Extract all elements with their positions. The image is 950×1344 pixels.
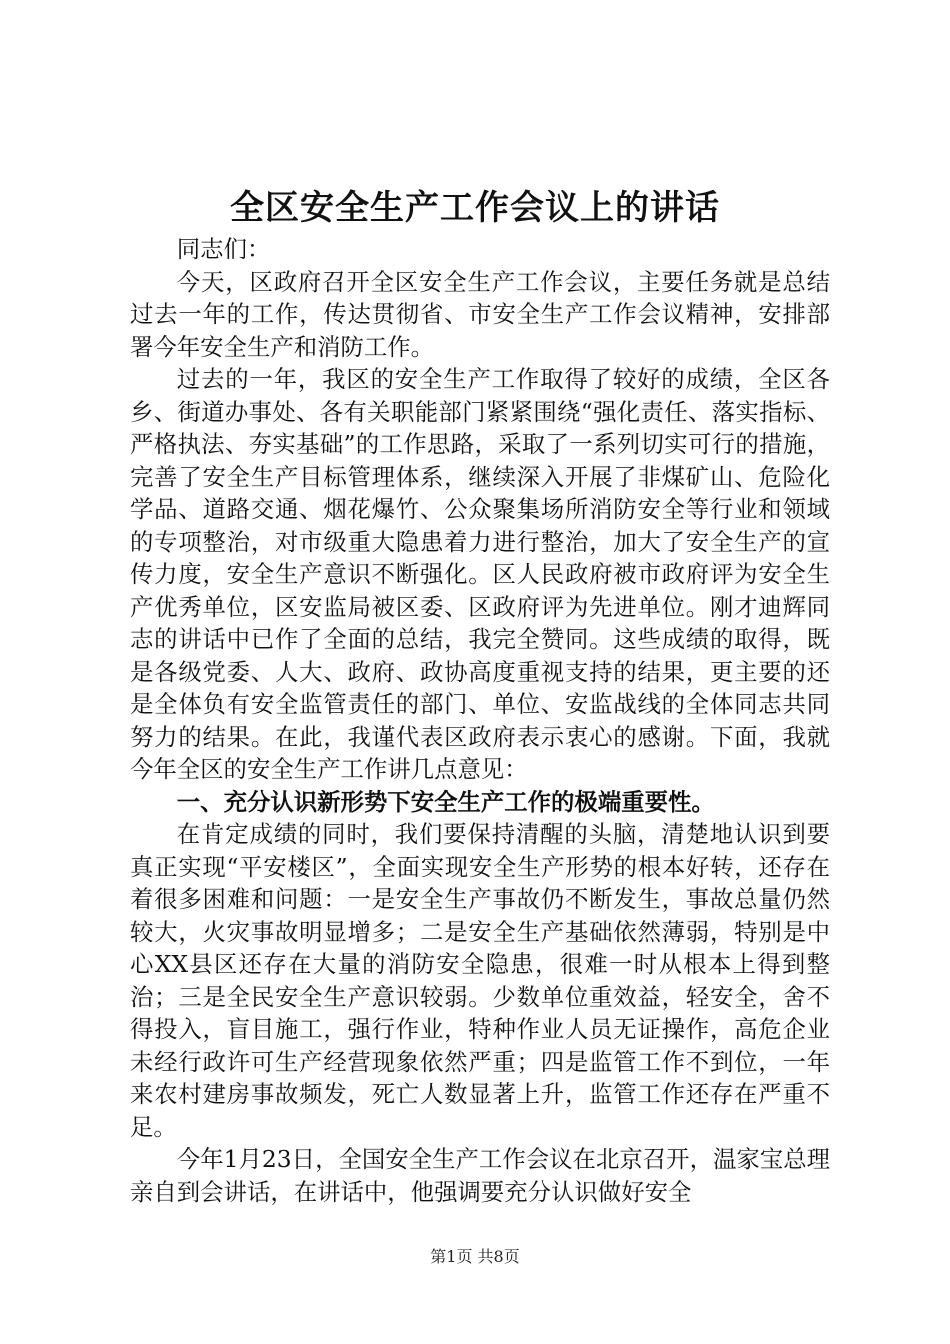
paragraph-problems: 在肯定成绩的同时，我们要保持清醒的头脑，清楚地认识到要真正实现“平安楼区”，全面实现安全生产形势的根本好转，还存在着很多困难和问题：一是安全生产事故仍不断发生，事故总量仍然较大，火灾事故明显增多；二是安全生产基础依然薄弱，特别是中心XX县区还存在大量的消防安全隐患，很难一时从根本上得到整治；三是全民安全生产意识较弱。少数单位重效益，轻安全，舍不得投入，盲目施工，强行作业，特种作业人员无证操作，高危企业未经行政许可生产经营现象依然严重；四是监管工作不到位，一年来农村建房事故频发，死亡人数显著上升，监管工作还存在严重不足。 — [130, 820, 830, 1141]
page-footer: 第1页 共8页 — [430, 1247, 520, 1266]
section-heading: 一、充分认识新形势下安全生产工作的极端重要性。 — [176, 787, 715, 816]
paragraph-intro: 今天，区政府召开全区安全生产工作会议，主要任务就是总结过去一年的工作，传达贯彻省、市安全生产工作会议精神，安排部署今年安全生产和消防工作。 — [130, 267, 830, 361]
paragraph-review: 过去的一年，我区的安全生产工作取得了较好的成绩，全区各乡、街道办事处、各有关职能部门紧紧围绕“强化责任、落实指标、严格执法、夯实基础”的工作思路，采取了一系列切实可行的措施，完善了安全生产目标管理体系，继续深入开展了非煤矿山、危险化学品、道路交通、烟花爆竹、公众聚集场所消防安全等行业和领域的专项整治，对市级重大隐患着力进行整治，加大了安全生产的宣传力度，安全生产意识不断强化。区人民政府被市政府评为安全生产优秀单位，区安监局被区委、区政府评为先进单位。刚才迪辉同志的讲话中已作了全面的总结，我完全赞同。这些成绩的取得，既是各级党委、人大、政府、政协高度重视支持的结果，更主要的还是全体负有安全监管责任的部门、单位、安监战线的全体同志共同努力的结果。在此，我谨代表区政府表示衷心的感谢。下面，我就今年全区的安全生产工作讲几点意见： — [130, 365, 830, 783]
paragraph-national-meeting: 今年1月23日，全国安全生产工作会议在北京召开，温家宝总理亲自到会讲话，在讲话中，他强调要充分认识做好安全 — [130, 1145, 830, 1206]
document-body — [130, 233, 830, 1208]
greeting: 同志们： — [176, 235, 271, 263]
document-title: 全区安全生产工作会议上的讲话 — [230, 188, 720, 228]
